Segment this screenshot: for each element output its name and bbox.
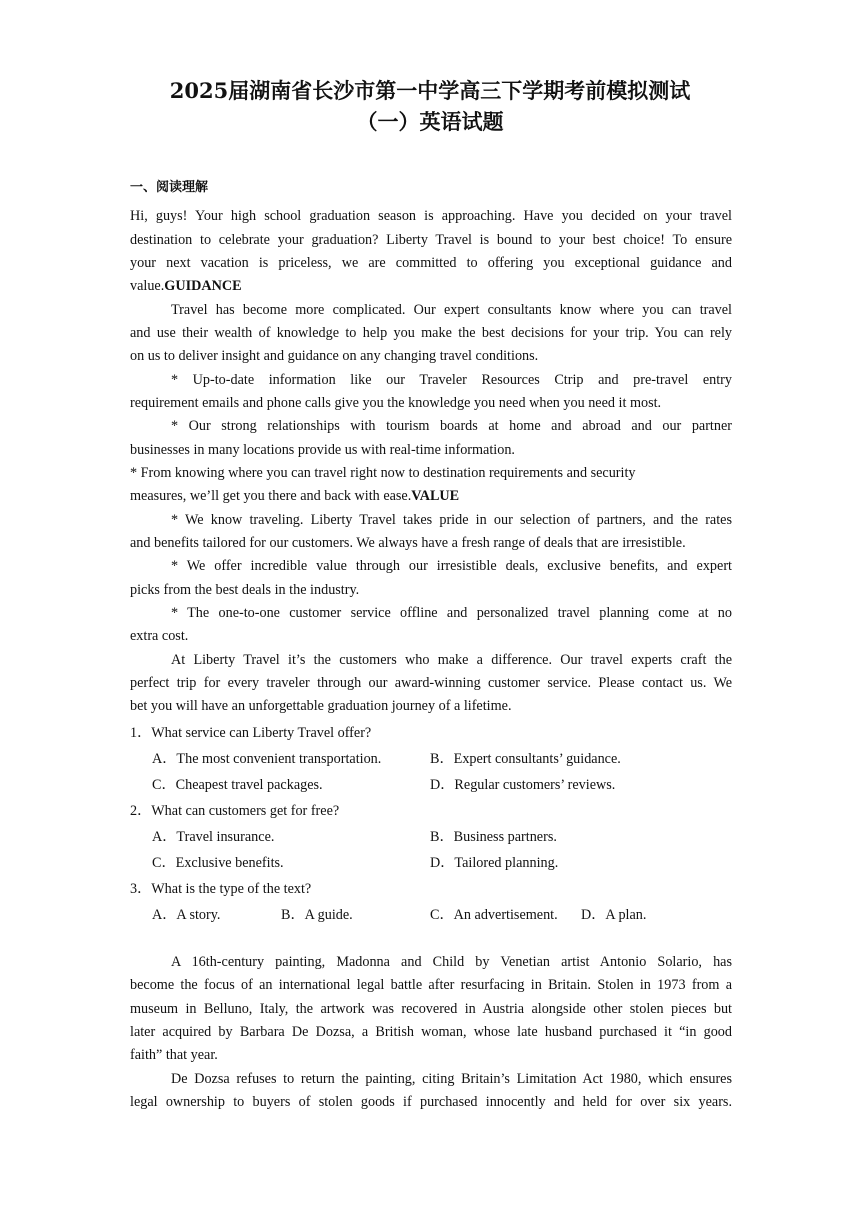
passage2-line: faith” that year.	[130, 1047, 218, 1063]
intro-line: Hi, guys! Your high school graduation season is approaching. Have you decided on your travel	[130, 208, 732, 224]
question-option: B．Business partners.	[430, 829, 557, 845]
question-option: C．An advertisement.	[430, 907, 558, 923]
question-option: D．A plan.	[581, 907, 647, 923]
question-stem: 1．What service can Liberty Travel offer?	[130, 725, 372, 741]
passage2-line: become the focus of an international legal battle after resurfacing in Britain. Stolen in 1973 from a	[130, 977, 732, 993]
value-line: extra cost.	[130, 628, 189, 644]
value-line: and benefits tailored for our customers. We always have a fresh range of deals that are irresistible.	[130, 535, 686, 551]
paragraph-line: on us to deliver insight and guidance on any changing travel conditions.	[130, 348, 539, 364]
document-title-line1: 2025届湖南省长沙市第一中学高三下学期考前模拟测试	[169, 78, 691, 103]
question-option: A．Travel insurance.	[152, 829, 275, 845]
bullet-line: requirement emails and phone calls give you the knowledge you need when you need it most.	[130, 395, 662, 411]
passage2-line: legal ownership to buyers of stolen goods if purchased innocently and held for over six years.	[130, 1094, 732, 1110]
document-title-line2: （一）英语试题	[356, 109, 504, 134]
value-line: * The one-to-one customer service offline and personalized travel planning come at no	[171, 605, 732, 621]
paragraph-line: Travel has become more complicated. Our expert consultants know where you can travel	[171, 302, 732, 318]
question-option: A．A story.	[152, 907, 221, 923]
value-line: * We offer incredible value through our irresistible deals, exclusive benefits, and expert	[171, 558, 732, 574]
passage2-line: later acquired by Barbara De Dozsa, a British woman, whose late husband purchased it “in good	[130, 1024, 732, 1040]
bullet-line: * From knowing where you can travel right now to destination requirements and security	[130, 465, 636, 481]
question-option: D．Regular customers’ reviews.	[430, 777, 616, 793]
question-option: C．Exclusive benefits.	[152, 855, 284, 871]
passage2-line: De Dozsa refuses to return the painting, citing Britain’s Limitation Act 1980, which ensures	[171, 1071, 732, 1087]
value-heading: VALUE	[411, 488, 460, 504]
intro-tail: value.	[130, 278, 165, 294]
paragraph-line: and use their wealth of knowledge to help you make the best decisions for your trip. You can rely	[130, 325, 732, 341]
passage2-line: A 16th-century painting, Madonna and Child by Venetian artist Antonio Solario, has	[171, 954, 732, 970]
question-option: B．Expert consultants’ guidance.	[430, 751, 621, 767]
question-option: A．The most convenient transportation.	[152, 751, 382, 767]
question-option: D．Tailored planning.	[430, 855, 559, 871]
bullet-line: * Our strong relationships with tourism boards at home and abroad and our partner	[171, 418, 732, 434]
bullet-tail: measures, we’ll get you there and back with ease.	[130, 488, 412, 504]
bullet-line: * Up-to-date information like our Traveler Resources Ctrip and pre-travel entry	[171, 372, 732, 388]
closing-line: perfect trip for every traveler through our award-winning customer service. Please contact us. We	[130, 675, 732, 691]
question-option: B．A guide.	[281, 907, 353, 923]
bullet-line: businesses in many locations provide us with real-time information.	[130, 442, 515, 458]
passage2-line: museum in Belluno, Italy, the artwork was recovered in Austria alongside other stolen pieces but	[130, 1001, 732, 1017]
question-option: C．Cheapest travel packages.	[152, 777, 323, 793]
intro-line	[130, 275, 732, 298]
intro-line: destination to celebrate your graduation? Liberty Travel is bound to your best choice! To ensure	[130, 232, 732, 248]
closing-line: bet you will have an unforgettable graduation journey of a lifetime.	[130, 698, 512, 714]
bullet-line	[130, 485, 732, 508]
closing-line: At Liberty Travel it’s the customers who make a difference. Our travel experts craft the	[171, 652, 732, 668]
guidance-heading: GUIDANCE	[164, 278, 242, 294]
intro-line: your next vacation is priceless, we are committed to offering you exceptional guidance and	[130, 255, 732, 271]
question-stem: 2．What can customers get for free?	[130, 803, 340, 819]
value-line: picks from the best deals in the industry.	[130, 582, 360, 598]
value-line: * We know traveling. Liberty Travel takes pride in our selection of partners, and the rates	[171, 512, 732, 528]
section-heading: 一、阅读理解	[130, 180, 209, 195]
question-stem: 3．What is the type of the text?	[130, 881, 312, 897]
